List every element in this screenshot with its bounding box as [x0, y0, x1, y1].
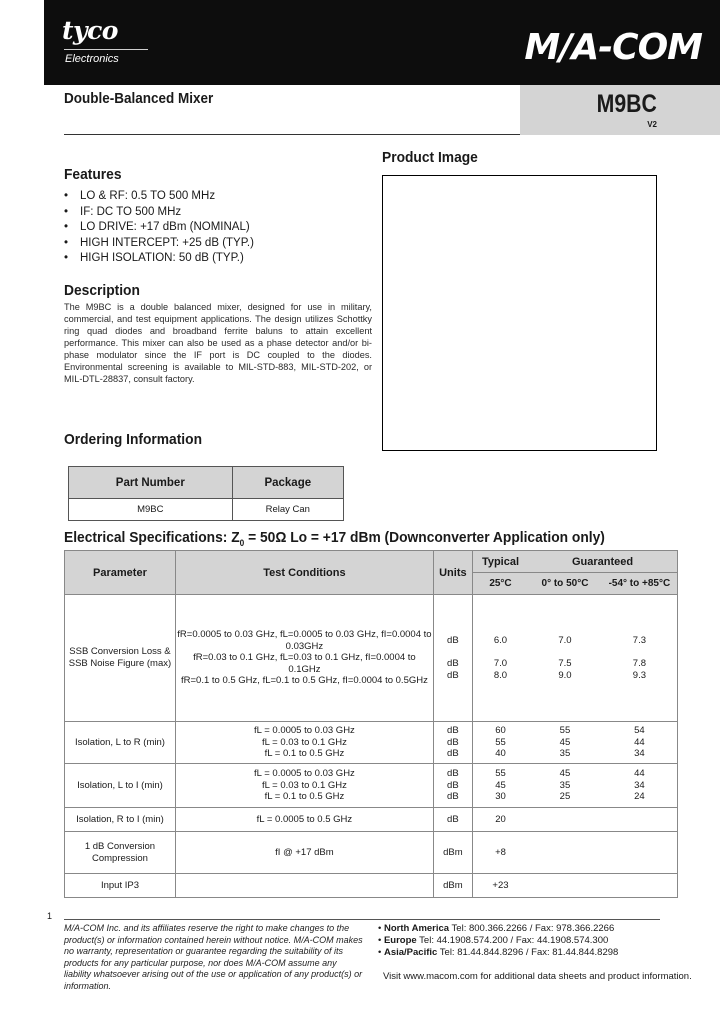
feature-item: • IF: DC TO 500 MHz: [64, 205, 182, 218]
typ-cell: 6.0 7.0 8.0: [472, 595, 528, 722]
title-underline: [64, 134, 520, 135]
param-cell: SSB Conversion Loss & SSB Noise Figure (max): [65, 595, 176, 722]
typ-cell: 60 55 40: [472, 722, 528, 764]
macom-logo: M/A-COM: [524, 27, 702, 68]
disclaimer-text: M/A-COM Inc. and its affiliates reserve the right to make changes to the product(s) or information contained herein without notice. M/A-COM makes no warranty, representation or guarantee regarding the suitability of its products for any particular purpose, nor does M/A-COM assume any liability whatsoever arising out of the use or application of any product(s) or information.: [64, 923, 363, 991]
header-bar: [44, 0, 720, 85]
feature-item: • HIGH ISOLATION: 50 dB (TYP.): [64, 252, 244, 264]
units-cell: dBm: [433, 832, 472, 874]
param-cell: 1 dB Conversion Compression: [65, 832, 176, 874]
table-row: [69, 499, 344, 521]
conditions-cell: fI @ +17 dBm: [175, 832, 433, 874]
part-cell: M9BC: [69, 499, 233, 521]
table-row: [65, 722, 678, 764]
table-row: [65, 832, 678, 874]
units-cell: dBm: [433, 874, 472, 898]
table-row: [65, 764, 678, 808]
conditions-cell: fR=0.0005 to 0.03 GHz, fL=0.0005 to 0.03 GHz, fI=0.0004 to 0.03GHz fR=0.03 to 0.1 GHz, fL=0.03 to 0.1 GHz, fI=0.0004 to 0.1GHz fR=0.1 to 0.5 GHz, fL=0.1 to 0.5 GHz, fI=0.0004 to 0.5GHz: [175, 595, 433, 722]
g1-cell: [528, 832, 602, 874]
col-parameter: Parameter: [65, 551, 176, 595]
logo-divider: [64, 49, 148, 50]
param-cell: Isolation, L to R (min): [65, 722, 176, 764]
g2-cell: 54 44 34: [602, 722, 678, 764]
g2-cell: 7.3 7.8 9.3: [602, 595, 678, 722]
typ-cell: 20: [472, 808, 528, 832]
col-package: Package: [232, 467, 343, 499]
feature-item: • HIGH INTERCEPT: +25 dB (TYP.): [64, 236, 254, 249]
col-typical-temp: 25°C: [472, 573, 528, 595]
contact-list: [378, 923, 618, 960]
ordering-heading: Ordering Information: [64, 431, 202, 448]
col-g2: -54° to +85°C: [602, 573, 678, 595]
col-conditions: Test Conditions: [175, 551, 433, 595]
g1-cell: [528, 808, 602, 832]
electrical-heading: Electrical Specifications: $Z_0 = 50\Omega$ Lo = +17 dBm (Downconverter Application only): [64, 529, 605, 548]
contact-item: • Europe Tel: 44.1908.574.200 / Fax: 44.1908.574.300: [378, 935, 609, 947]
contact-item: • Asia/Pacific Tel: 81.44.844.8296 / Fax: 81.44.844.8298: [378, 947, 619, 959]
table-row: [65, 808, 678, 832]
typ-cell: +8: [472, 832, 528, 874]
col-guaranteed: Guaranteed: [528, 551, 677, 573]
contact-item: • North America Tel: 800.366.2266 / Fax: 978.366.2266: [378, 923, 615, 934]
param-cell: Input IP3: [65, 874, 176, 898]
table-row: [65, 874, 678, 898]
spec-table: [64, 550, 678, 898]
typ-cell: +23: [472, 874, 528, 898]
package-cell: Relay Can: [232, 499, 343, 521]
col-g1: 0° to 50°C: [528, 573, 602, 595]
conditions-cell: fL = 0.0005 to 0.03 GHz fL = 0.03 to 0.1 GHz fL = 0.1 to 0.5 GHz: [175, 722, 433, 764]
g1-cell: 55 45 35: [528, 722, 602, 764]
units-cell: dB dB dB: [433, 722, 472, 764]
description-heading: Description: [64, 282, 140, 299]
g2-cell: [602, 832, 678, 874]
g2-cell: 44 34 24: [602, 764, 678, 808]
col-units: Units: [433, 551, 472, 595]
param-cell: Isolation, R to I (min): [65, 808, 176, 832]
part-number: M9BC: [596, 90, 657, 118]
g1-cell: 7.0 7.5 9.0: [528, 595, 602, 722]
features-heading: Features: [64, 166, 122, 183]
g2-cell: [602, 874, 678, 898]
g1-cell: 45 35 25: [528, 764, 602, 808]
page-number: 1: [47, 911, 53, 921]
visit-website-text: Visit www.macom.com for additional data sheets and product information.: [383, 971, 692, 982]
tyco-electronics-label: Electronics: [65, 53, 119, 65]
table-row: [65, 595, 678, 722]
param-cell: Isolation, L to I (min): [65, 764, 176, 808]
g1-cell: [528, 874, 602, 898]
ordering-table: [68, 466, 344, 521]
features-list: [64, 189, 254, 267]
conditions-cell: [175, 874, 433, 898]
feature-item: • LO & RF: 0.5 TO 500 MHz: [64, 190, 216, 202]
description-text: The M9BC is a double balanced mixer, designed for use in military, commercial, and test equipment applications. The design utilizes Schottky ring quad diodes and broadband ferrite baluns to attain excellent performance. This mixer can also be used as a phase detector and/or bi-phase modulator since the IF port is DC coupled to the diodes. Environmental screening is available to MIL-STD-883, MIL-STD-202, or MIL-DTL-28837, consult factory.: [64, 302, 372, 384]
col-part-number: Part Number: [69, 467, 233, 499]
conditions-cell: fL = 0.0005 to 0.03 GHz fL = 0.03 to 0.1 GHz fL = 0.1 to 0.5 GHz: [175, 764, 433, 808]
footer-divider: [64, 919, 660, 920]
units-cell: dB dB dB: [433, 595, 472, 722]
doc-title: Double-Balanced Mixer: [64, 90, 214, 107]
version-label: V2: [647, 120, 657, 129]
feature-item: • LO DRIVE: +17 dBm (NOMINAL): [64, 221, 250, 233]
units-cell: dB: [433, 808, 472, 832]
part-number-box: [520, 85, 720, 135]
col-typical: Typical: [472, 551, 528, 573]
typ-cell: 55 45 30: [472, 764, 528, 808]
product-image-heading: Product Image: [382, 149, 478, 166]
units-cell: dB dB dB: [433, 764, 472, 808]
product-image-frame: [382, 175, 657, 451]
conditions-cell: fL = 0.0005 to 0.5 GHz: [175, 808, 433, 832]
g2-cell: [602, 808, 678, 832]
title-band: [44, 85, 520, 135]
tyco-logo: tyco: [62, 16, 118, 45]
